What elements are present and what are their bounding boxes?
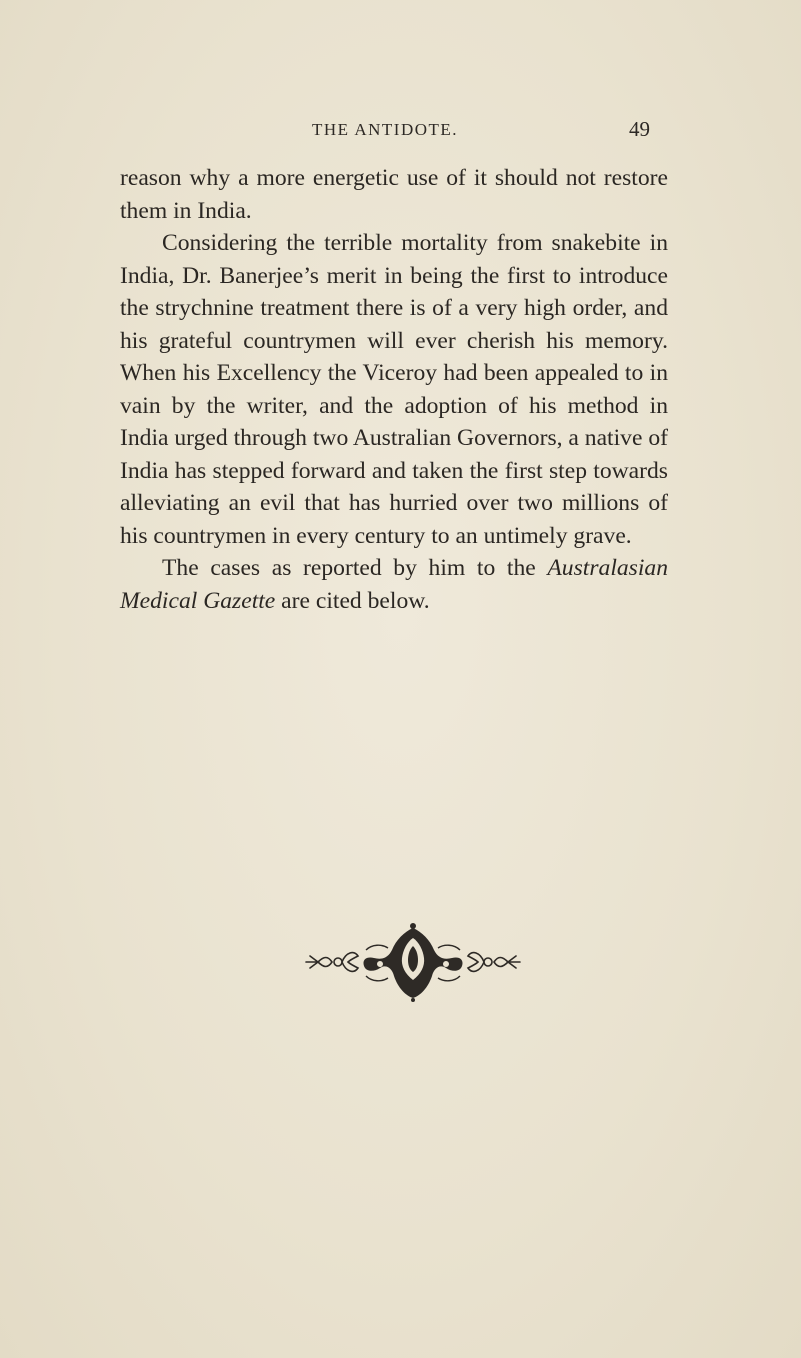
paragraph-banerjee: Considering the terrible mortality from snakebite in India, Dr. Banerjee’s merit in being the first to introduce the strychnine treatment there is of a very high order, and his grateful countrymen will ever cherish his memory. When his Excellency the Viceroy had been appealed to in vain by the writer, and the adoption of his method in India urged through two Australian Governors, a native of India has stepped forward and taken the first step towards alleviating an evil that has hurried over two millions of his countrymen in every century to an untimely grave. bbox=[120, 230, 668, 549]
paragraph-cases-lead: The cases as reported by him to the bbox=[162, 555, 548, 581]
body-text bbox=[120, 162, 668, 617]
decorative-tailpiece-icon bbox=[304, 922, 522, 1002]
paragraph-continuation: reason why a more energetic use of it should not restore them in India. bbox=[120, 165, 668, 224]
running-header bbox=[120, 117, 650, 150]
running-title: THE ANTIDOTE. bbox=[311, 120, 459, 139]
paragraph-cases bbox=[120, 552, 668, 617]
journal-title: Australasian Medical Gazette bbox=[120, 555, 668, 614]
paragraph-cases-tail: are cited below. bbox=[275, 587, 430, 614]
page-number: 49 bbox=[629, 117, 650, 141]
